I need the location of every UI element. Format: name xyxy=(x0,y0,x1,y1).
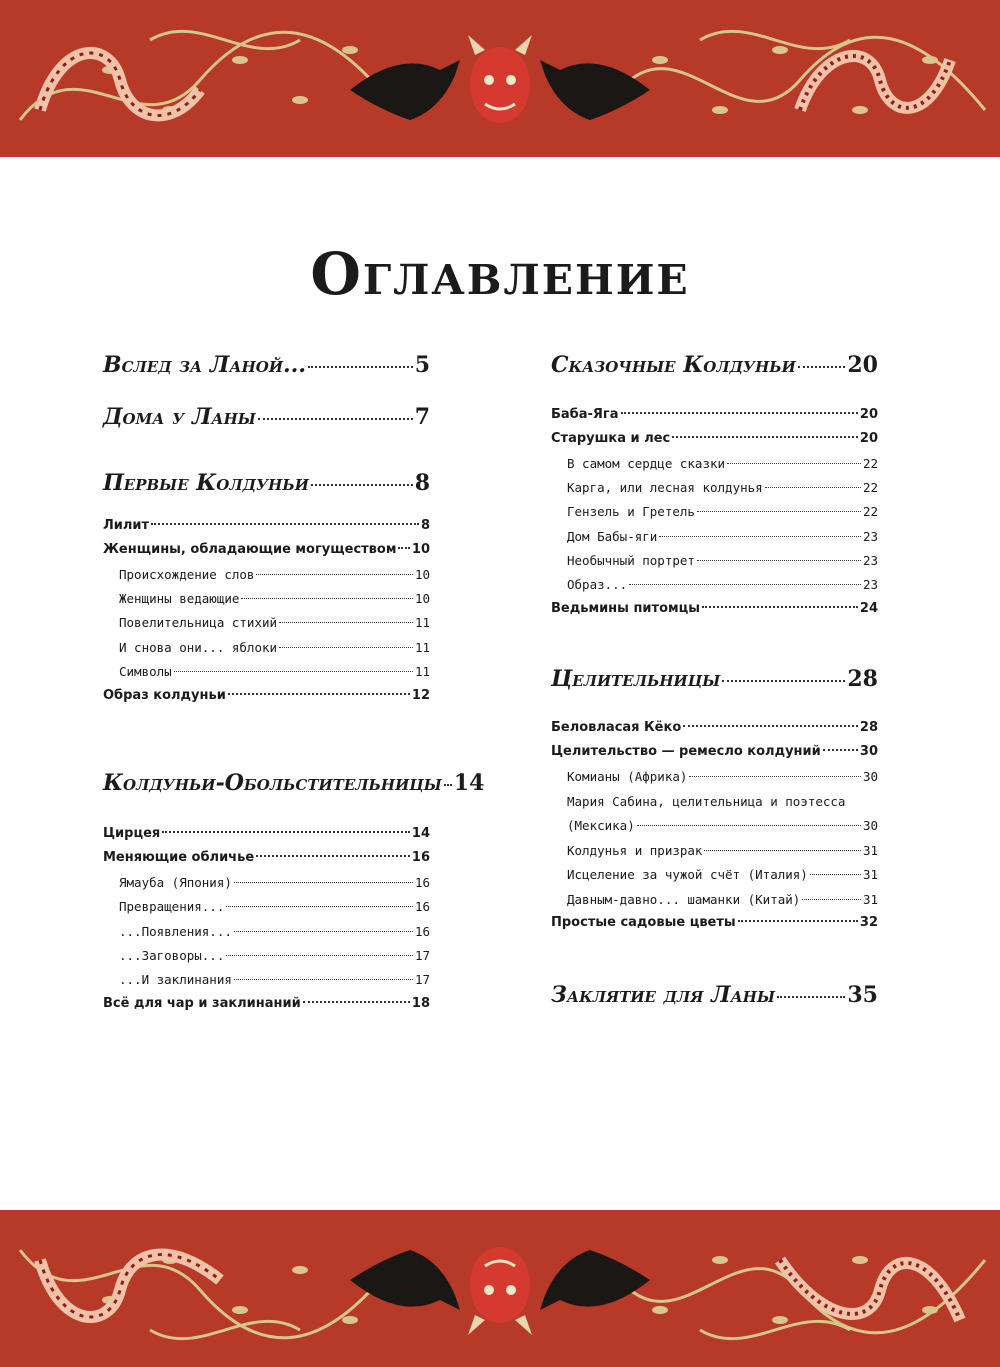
leader-dots xyxy=(279,647,413,648)
toc-entry-title: Гензель и Гретель xyxy=(567,504,695,519)
toc-entry-title: Цирцея xyxy=(103,826,161,841)
toc-entry-title: Символы xyxy=(119,664,172,679)
raven-icon xyxy=(540,60,650,120)
toc-entry-title: Заклятие для Ланы xyxy=(551,982,776,1008)
toc-entry-page: 30 xyxy=(862,769,878,784)
leader-dots xyxy=(798,366,846,368)
toc-entry-title: Ямауба (Япония) xyxy=(119,875,232,890)
leader-dots xyxy=(279,622,413,623)
leader-dots xyxy=(659,536,861,537)
toc-entry[interactable] xyxy=(103,899,430,914)
leader-dots xyxy=(802,899,861,900)
leader-dots xyxy=(697,511,861,512)
toc-entry-page: 17 xyxy=(414,948,430,963)
toc-entry-page: 5 xyxy=(414,352,430,378)
toc-entry-page: 28 xyxy=(859,720,878,735)
toc-entry[interactable] xyxy=(103,770,485,796)
toc-entry[interactable] xyxy=(103,567,430,582)
toc-entry-page: 31 xyxy=(862,892,878,907)
toc-entry[interactable] xyxy=(551,744,878,759)
toc-entry-page: 20 xyxy=(859,431,878,446)
leader-dots xyxy=(810,874,861,875)
toc-entry-title: Дома у Ланы xyxy=(103,404,256,430)
toc-entry[interactable] xyxy=(551,601,878,616)
leader-dots xyxy=(226,955,413,956)
toc-entry-page: 16 xyxy=(414,875,430,890)
toc-entry[interactable] xyxy=(103,640,430,655)
toc-entry[interactable] xyxy=(103,875,430,890)
toc-entry[interactable] xyxy=(551,352,878,378)
snake-icon xyxy=(40,53,200,115)
toc-entry-page: 7 xyxy=(414,404,430,430)
toc-entry-page: 14 xyxy=(411,826,430,841)
toc-entry[interactable] xyxy=(103,688,430,703)
toc-entry-title: ...И заклинания xyxy=(119,972,232,987)
toc-entry[interactable] xyxy=(103,664,430,679)
leader-dots xyxy=(256,855,410,857)
toc-entry-page: 32 xyxy=(859,915,878,930)
toc-entry-title: Первые Колдуньи xyxy=(103,470,309,496)
toc-entry-title: Комианы (Африка) xyxy=(567,769,688,784)
toc-entry-page: 10 xyxy=(414,591,430,606)
raven-icon xyxy=(540,1250,650,1310)
toc-entry-page: 30 xyxy=(859,744,878,759)
toc-entry-page: 28 xyxy=(847,666,878,692)
toc-entry-page: 8 xyxy=(420,518,430,533)
toc-entry-page: 23 xyxy=(862,553,878,568)
toc-entry-page: 31 xyxy=(862,867,878,882)
leader-dots xyxy=(241,598,413,599)
toc-entry[interactable] xyxy=(551,720,878,735)
leader-dots xyxy=(629,584,861,585)
toc-entry[interactable] xyxy=(103,924,430,939)
toc-entry-title: Целительство — ремесло колдуний xyxy=(551,744,821,759)
toc-entry[interactable] xyxy=(103,615,430,630)
leader-dots xyxy=(308,366,413,368)
toc-entry-page: 23 xyxy=(862,577,878,592)
leader-dots xyxy=(727,463,861,464)
leader-dots xyxy=(672,436,858,438)
top-decorative-band xyxy=(0,0,1000,157)
leader-dots xyxy=(444,784,452,786)
toc-entry[interactable] xyxy=(551,982,878,1008)
toc-entry-page: 10 xyxy=(414,567,430,582)
toc-entry-title: ...Появления... xyxy=(119,924,232,939)
toc-entry-title: Меняющие обличье xyxy=(103,850,255,865)
toc-entry-page: 23 xyxy=(862,529,878,544)
toc-entry-title: Карга, или лесная колдунья xyxy=(567,480,763,495)
toc-entry-title: Повелительница стихий xyxy=(119,615,278,630)
snake-icon xyxy=(800,56,950,110)
toc-entry-page: 16 xyxy=(414,899,430,914)
toc-entry-title: Дом Бабы-яги xyxy=(567,529,658,544)
leader-dots xyxy=(303,1001,410,1003)
toc-entry-page: 11 xyxy=(414,664,430,679)
toc-entry-title: Женщины, обладающие могуществом xyxy=(103,542,397,557)
toc-entry[interactable] xyxy=(103,972,430,987)
toc-entry[interactable] xyxy=(551,818,878,833)
toc-entry[interactable] xyxy=(551,794,878,809)
leader-dots xyxy=(174,671,413,672)
leader-dots xyxy=(258,418,413,420)
toc-entry-page: 20 xyxy=(847,352,878,378)
toc-entry[interactable] xyxy=(551,529,878,544)
toc-entry-page: 11 xyxy=(414,615,430,630)
toc-entry-title: Исцеление за чужой счёт (Италия) xyxy=(567,867,808,882)
raven-icon xyxy=(350,1250,460,1310)
vine-ornament-icon xyxy=(0,1210,1000,1367)
toc-entry[interactable] xyxy=(103,850,430,865)
toc-entry-title: ...Заговоры... xyxy=(119,948,225,963)
toc-entry-title: Баба-Яга xyxy=(551,407,619,422)
toc-entry-title: Простые садовые цветы xyxy=(551,915,736,930)
toc-entry-title: Всё для чар и заклинаний xyxy=(103,996,301,1011)
toc-entry-page: 16 xyxy=(411,850,430,865)
toc-entry[interactable] xyxy=(551,915,878,930)
toc-entry-title: Превращения... xyxy=(119,899,225,914)
toc-entry[interactable] xyxy=(551,666,878,692)
bottom-decorative-band xyxy=(0,1210,1000,1367)
toc-entry-page: 10 xyxy=(411,542,430,557)
leader-dots xyxy=(398,547,409,549)
demon-mask-icon xyxy=(468,35,532,123)
toc-entry-page: 12 xyxy=(411,688,430,703)
toc-entry-page: 11 xyxy=(414,640,430,655)
toc-entry-page: 20 xyxy=(859,407,878,422)
leader-dots xyxy=(234,882,413,883)
leader-dots xyxy=(702,606,858,608)
toc-entry-title: Целительницы xyxy=(551,666,721,692)
toc-entry-title: Сказочные Колдуньи xyxy=(551,352,796,378)
toc-entry-page: 22 xyxy=(862,480,878,495)
leader-dots xyxy=(256,574,412,575)
toc-entry-page: 30 xyxy=(862,818,878,833)
toc-entry[interactable] xyxy=(103,518,430,533)
toc-entry[interactable] xyxy=(551,480,878,495)
toc-entry-page: 31 xyxy=(862,843,878,858)
toc-entry-title: И снова они... яблоки xyxy=(119,640,278,655)
toc-entry-page: 16 xyxy=(414,924,430,939)
toc-entry[interactable] xyxy=(551,456,878,471)
toc-entry[interactable] xyxy=(551,553,878,568)
toc-entry[interactable] xyxy=(551,577,878,592)
toc-entry-title: Мария Сабина, целительница и поэтесса xyxy=(567,794,846,809)
toc-entry-title: Ведьмины питомцы xyxy=(551,601,701,616)
toc-entry[interactable] xyxy=(551,892,878,907)
leader-dots xyxy=(777,996,845,998)
toc-entry-page: 24 xyxy=(859,601,878,616)
leader-dots xyxy=(722,680,845,682)
toc-entry-title: Происхождение слов xyxy=(119,567,255,582)
leader-dots xyxy=(765,487,861,488)
toc-entry[interactable] xyxy=(551,431,878,446)
toc-entry[interactable] xyxy=(103,591,430,606)
leader-dots xyxy=(228,693,410,695)
leader-dots xyxy=(151,523,419,525)
toc-entry-title: Необычный портрет xyxy=(567,553,695,568)
toc-entry-title: Образ... xyxy=(567,577,628,592)
page-title: Оглавление xyxy=(310,240,690,308)
leader-dots xyxy=(738,920,858,922)
toc-entry[interactable] xyxy=(551,504,878,519)
toc-entry[interactable] xyxy=(551,769,878,784)
toc-entry[interactable] xyxy=(103,352,430,378)
leader-dots xyxy=(637,825,861,826)
leader-dots xyxy=(234,979,413,980)
leader-dots xyxy=(704,850,860,851)
toc-entry[interactable] xyxy=(103,542,430,557)
toc-entry[interactable] xyxy=(103,948,430,963)
toc-entry[interactable] xyxy=(551,407,878,422)
leader-dots xyxy=(162,831,410,833)
leader-dots xyxy=(683,725,858,727)
toc-entry-title: Давным-давно... шаманки (Китай) xyxy=(567,892,801,907)
leader-dots xyxy=(823,749,858,751)
toc-entry-title: Женщины ведающие xyxy=(119,591,240,606)
demon-mask-icon xyxy=(468,1247,532,1335)
toc-entry-page: 17 xyxy=(414,972,430,987)
toc-entry-title: (Мексика) xyxy=(567,818,635,833)
toc-entry-title: Образ колдуньи xyxy=(103,688,226,703)
toc-entry-page: 18 xyxy=(411,996,430,1011)
vine-ornament-icon xyxy=(0,0,1000,157)
toc-entry-title: Колдунья и призрак xyxy=(567,843,703,858)
leader-dots xyxy=(234,931,413,932)
toc-entry[interactable] xyxy=(551,867,878,882)
snake-icon xyxy=(40,1255,220,1317)
toc-entry-title: В самом сердце сказки xyxy=(567,456,726,471)
toc-entry-page: 14 xyxy=(453,770,485,796)
toc-entry[interactable] xyxy=(103,996,430,1011)
toc-entry[interactable] xyxy=(103,404,430,430)
raven-icon xyxy=(350,60,460,120)
leader-dots xyxy=(697,560,861,561)
leader-dots xyxy=(226,906,413,907)
leader-dots xyxy=(311,484,413,486)
toc-entry-title: Лилит xyxy=(103,518,150,533)
toc-entry-page: 35 xyxy=(847,982,878,1008)
toc-entry-page: 22 xyxy=(862,504,878,519)
toc-entry[interactable] xyxy=(551,843,878,858)
toc-entry[interactable] xyxy=(103,470,430,496)
leader-dots xyxy=(689,776,861,777)
toc-entry-title: Вслед за Ланой... xyxy=(103,352,306,378)
toc-entry-title: Старушка и лес xyxy=(551,431,671,446)
toc-entry-title: Беловласая Кёко xyxy=(551,720,682,735)
toc-entry-title: Колдуньи-Обольстительницы xyxy=(103,770,442,796)
toc-entry-page: 8 xyxy=(414,470,430,496)
toc-entry-page: 22 xyxy=(862,456,878,471)
toc-entry[interactable] xyxy=(103,826,430,841)
leader-dots xyxy=(621,412,858,414)
